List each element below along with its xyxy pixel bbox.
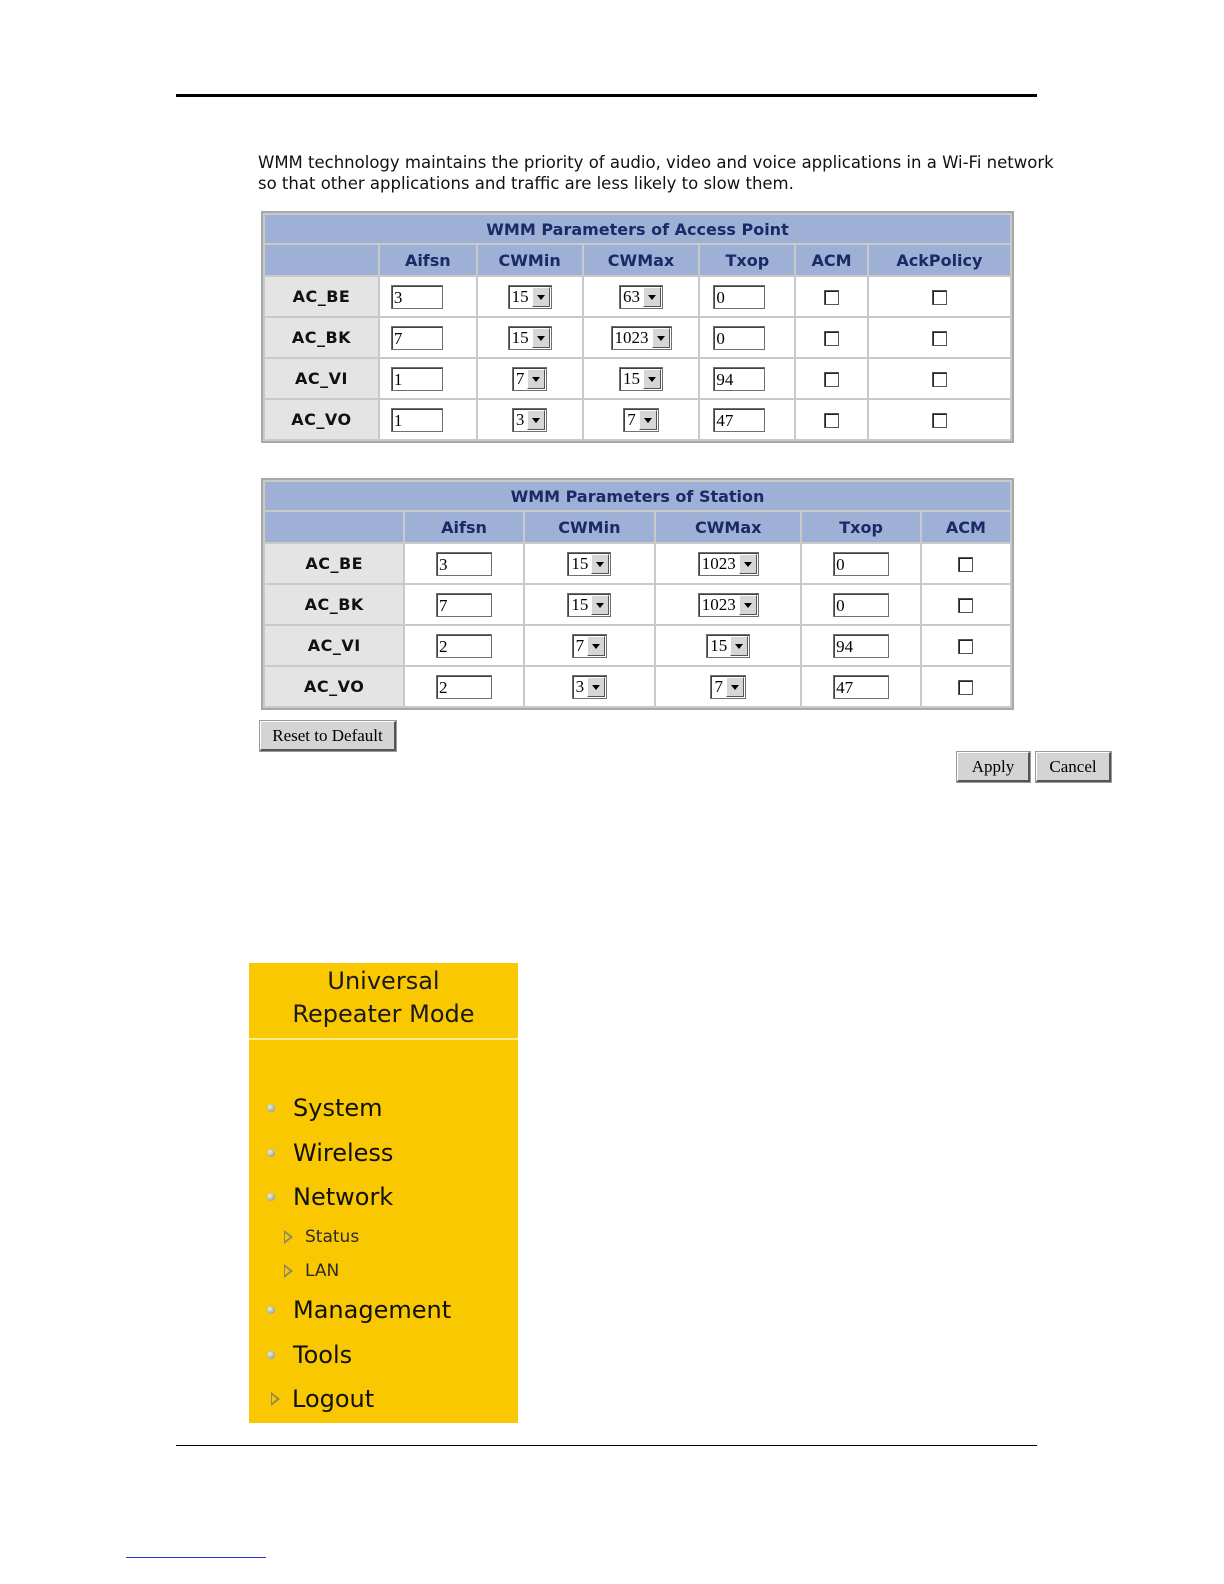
- top-rule: [176, 94, 1037, 97]
- reset-to-default-button[interactable]: Reset to Default: [260, 721, 396, 751]
- station-acm-checkbox[interactable]: [958, 557, 973, 572]
- ap-cwmin-select[interactable]: [508, 285, 552, 309]
- dropdown-arrow-icon: [739, 554, 757, 574]
- station-row-ac-bk: [265, 585, 1010, 624]
- select-value: 1023: [614, 327, 649, 347]
- menu-title-line-2: Repeater Mode: [292, 1000, 475, 1028]
- select-value: 15: [571, 594, 589, 614]
- select-value: 15: [511, 286, 529, 306]
- select-value: 63: [623, 286, 641, 306]
- select-value: 7: [714, 676, 723, 696]
- dropdown-arrow-icon: [587, 677, 605, 697]
- ap-aifsn-input[interactable]: 7: [391, 326, 443, 350]
- station-aifsn-input[interactable]: 3: [436, 552, 492, 576]
- station-wmm-table: [261, 478, 1014, 710]
- select-value: 3: [515, 409, 525, 429]
- ap-acm-checkbox[interactable]: [824, 290, 839, 305]
- ap-txop-input[interactable]: 0: [713, 285, 765, 309]
- bullet-icon: [267, 1104, 275, 1112]
- ap-txop-input[interactable]: 94: [713, 367, 765, 391]
- dropdown-arrow-icon: [643, 369, 661, 389]
- dropdown-arrow-icon: [591, 554, 609, 574]
- ap-row-label: AC_BK: [265, 318, 378, 357]
- dropdown-arrow-icon: [587, 636, 605, 656]
- station-cwmin-select[interactable]: [567, 593, 611, 617]
- station-cwmin-select[interactable]: [572, 675, 608, 699]
- menu-item-label: Management: [293, 1296, 452, 1324]
- menu-item-label: Wireless: [293, 1139, 394, 1167]
- ap-ackpolicy-checkbox[interactable]: [932, 331, 947, 346]
- intro-line-1: WMM technology maintains the priority of audio, video and voice applications in a Wi-Fi network: [258, 153, 1054, 172]
- menu-item-network[interactable]: [267, 1183, 393, 1211]
- menu-item-label: LAN: [305, 1261, 340, 1281]
- ap-header-txop: Txop: [700, 245, 794, 275]
- dropdown-arrow-icon: [726, 677, 744, 697]
- station-header-cwmin: CWMin: [525, 512, 654, 542]
- menu-item-wireless[interactable]: [267, 1139, 393, 1167]
- ap-ackpolicy-checkbox[interactable]: [932, 290, 947, 305]
- menu-item-label: Logout: [292, 1385, 375, 1413]
- bullet-icon: [267, 1306, 275, 1314]
- station-header-aifsn: Aifsn: [405, 512, 522, 542]
- menu-item-tools[interactable]: [267, 1341, 352, 1369]
- triangle-icon: [271, 1392, 280, 1406]
- menu-subitem-status[interactable]: [284, 1227, 359, 1247]
- station-header-cwmax: CWMax: [656, 512, 800, 542]
- ap-cwmin-select[interactable]: [512, 367, 548, 391]
- ap-aifsn-input[interactable]: 1: [391, 408, 443, 432]
- dropdown-arrow-icon: [639, 410, 657, 430]
- station-header-blank: [265, 512, 403, 542]
- dropdown-arrow-icon: [652, 328, 670, 348]
- station-cwmax-select[interactable]: [698, 593, 759, 617]
- ap-row-ac-bk: [265, 318, 1010, 357]
- station-row-ac-be: [265, 544, 1010, 583]
- dropdown-arrow-icon: [527, 369, 545, 389]
- ap-row-label: AC_VO: [265, 400, 378, 439]
- station-cwmin-select[interactable]: [572, 634, 608, 658]
- ap-ackpolicy-checkbox[interactable]: [932, 372, 947, 387]
- station-acm-checkbox[interactable]: [958, 598, 973, 613]
- station-header-txop: Txop: [802, 512, 919, 542]
- ap-row-label: AC_VI: [265, 359, 378, 398]
- station-txop-input[interactable]: 47: [833, 675, 889, 699]
- ap-acm-checkbox[interactable]: [824, 372, 839, 387]
- footer-link-underline: [126, 1557, 266, 1558]
- menu-item-management[interactable]: [267, 1296, 451, 1324]
- menu-divider: [249, 1038, 518, 1040]
- ap-cwmax-select[interactable]: [623, 408, 659, 432]
- menu-item-label: System: [293, 1094, 383, 1122]
- station-row-label: AC_BE: [265, 544, 403, 583]
- select-value: 15: [623, 368, 641, 388]
- station-row-label: AC_BK: [265, 585, 403, 624]
- station-cwmax-select[interactable]: [706, 634, 750, 658]
- ap-row-ac-be: [265, 277, 1010, 316]
- ap-txop-input[interactable]: 47: [713, 408, 765, 432]
- ap-wmm-table: [261, 211, 1014, 443]
- station-aifsn-input[interactable]: 2: [436, 634, 492, 658]
- ap-header-aifsn: Aifsn: [380, 245, 476, 275]
- station-aifsn-input[interactable]: 2: [436, 675, 492, 699]
- station-row-ac-vo: [265, 667, 1010, 706]
- station-cwmin-select[interactable]: [567, 552, 611, 576]
- ap-txop-input[interactable]: 0: [713, 326, 765, 350]
- ap-table-title: WMM Parameters of Access Point: [265, 215, 1010, 243]
- ap-aifsn-input[interactable]: 1: [391, 367, 443, 391]
- ap-row-ac-vo: [265, 400, 1010, 439]
- dropdown-arrow-icon: [591, 595, 609, 615]
- ap-cwmax-select[interactable]: [619, 285, 663, 309]
- menu-item-logout[interactable]: [271, 1385, 374, 1413]
- dropdown-arrow-icon: [643, 287, 661, 307]
- station-txop-input[interactable]: 94: [833, 634, 889, 658]
- select-value: 7: [627, 409, 636, 429]
- station-table-title: WMM Parameters of Station: [265, 482, 1010, 510]
- station-cwmax-select[interactable]: [710, 675, 746, 699]
- station-row-label: AC_VI: [265, 626, 403, 665]
- menu-item-label: Network: [293, 1183, 394, 1211]
- bullet-icon: [267, 1149, 275, 1157]
- menu-title: [249, 963, 518, 1039]
- ap-header-blank: [265, 245, 378, 275]
- cancel-button[interactable]: Cancel: [1036, 752, 1111, 782]
- ap-cwmax-select[interactable]: [619, 367, 663, 391]
- ap-row-ac-vi: [265, 359, 1010, 398]
- triangle-icon: [284, 1264, 293, 1278]
- ap-cwmax-select[interactable]: [611, 326, 672, 350]
- station-cwmax-select[interactable]: [698, 552, 759, 576]
- apply-button[interactable]: Apply: [957, 752, 1030, 782]
- station-header-acm: ACM: [922, 512, 1010, 542]
- ap-cwmin-select[interactable]: [512, 408, 548, 432]
- intro-text: [258, 152, 1118, 194]
- select-value: 15: [571, 553, 589, 573]
- menu-title-line-1: Universal: [327, 967, 440, 995]
- dropdown-arrow-icon: [532, 328, 550, 348]
- station-txop-input[interactable]: 0: [833, 593, 889, 617]
- station-acm-checkbox[interactable]: [958, 680, 973, 695]
- select-value: 7: [575, 635, 585, 655]
- ap-header-cwmin: CWMin: [478, 245, 582, 275]
- menu-subitem-lan[interactable]: [284, 1261, 339, 1281]
- dropdown-arrow-icon: [532, 287, 550, 307]
- bullet-icon: [267, 1351, 275, 1359]
- ap-aifsn-input[interactable]: 3: [391, 285, 443, 309]
- select-value: 1023: [701, 594, 736, 614]
- bullet-icon: [267, 1193, 275, 1201]
- ap-acm-checkbox[interactable]: [824, 331, 839, 346]
- ap-acm-checkbox[interactable]: [824, 413, 839, 428]
- dropdown-arrow-icon: [739, 595, 757, 615]
- ap-ackpolicy-checkbox[interactable]: [932, 413, 947, 428]
- sidebar-menu: [249, 963, 518, 1423]
- bottom-rule: [176, 1445, 1037, 1446]
- ap-cwmin-select[interactable]: [508, 326, 552, 350]
- ap-header-ackpolicy: AckPolicy: [869, 245, 1010, 275]
- select-value: 1023: [701, 553, 736, 573]
- station-row-label: AC_VO: [265, 667, 403, 706]
- station-row-ac-vi: [265, 626, 1010, 665]
- ap-header-cwmax: CWMax: [584, 245, 699, 275]
- ap-header-acm: ACM: [796, 245, 867, 275]
- menu-item-label: Status: [305, 1227, 360, 1247]
- dropdown-arrow-icon: [730, 636, 748, 656]
- select-value: 15: [511, 327, 529, 347]
- station-txop-input[interactable]: 0: [833, 552, 889, 576]
- select-value: 15: [710, 635, 728, 655]
- menu-item-label: Tools: [293, 1341, 353, 1369]
- select-value: 3: [575, 676, 585, 696]
- ap-row-label: AC_BE: [265, 277, 378, 316]
- intro-line-2: so that other applications and traffic are less likely to slow them.: [258, 174, 794, 193]
- menu-item-system[interactable]: [267, 1094, 383, 1122]
- station-aifsn-input[interactable]: 7: [436, 593, 492, 617]
- dropdown-arrow-icon: [527, 410, 545, 430]
- select-value: 7: [515, 368, 525, 388]
- triangle-icon: [284, 1230, 293, 1244]
- station-acm-checkbox[interactable]: [958, 639, 973, 654]
